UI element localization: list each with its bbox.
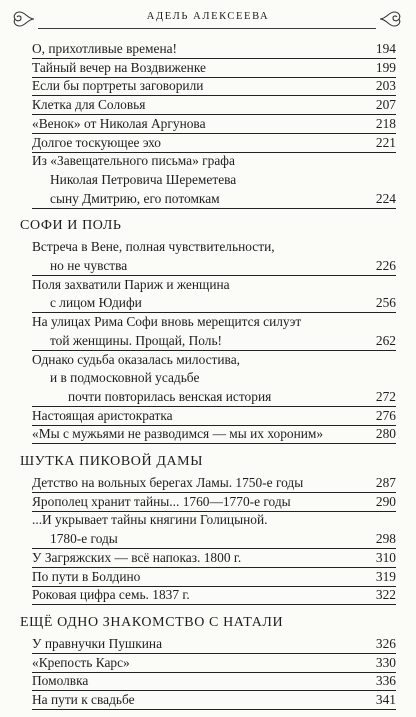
toc-entry-line <box>32 369 396 387</box>
toc-entry <box>32 635 396 654</box>
toc-entry-line <box>32 511 396 529</box>
toc-entry-page: 203 <box>375 78 396 94</box>
toc-entry <box>32 549 396 568</box>
toc-entry-page: 218 <box>375 115 396 131</box>
toc-entry-title: По пути в Болдино <box>32 568 141 584</box>
toc-entry-page: 272 <box>375 388 396 404</box>
toc-entry <box>32 568 396 587</box>
toc-entry-page: 322 <box>375 587 396 603</box>
toc-entry-title: почти повторилась венская история <box>68 388 272 404</box>
toc-entry-title: Тайный вечер на Воздвиженке <box>32 59 206 75</box>
toc-entry <box>32 388 396 407</box>
toc-entry-title: Поля захватили Париж и женщина <box>32 276 230 292</box>
toc-entry-page: 336 <box>375 673 396 689</box>
toc-entry <box>32 77 396 96</box>
toc-entry <box>32 654 396 673</box>
toc-entry-page: 341 <box>375 692 396 707</box>
toc-entry-page: 207 <box>375 97 396 113</box>
toc-entry-title: Встреча в Вене, полная чувствительности, <box>32 239 275 255</box>
toc-entry-title: О, прихотливые времена! <box>32 41 178 56</box>
toc-entry-title: «Венок» от Николая Аргунова <box>32 115 206 131</box>
toc-entry-page: 199 <box>375 59 396 75</box>
section-title: ШУТКА ПИКОВОЙ ДАМЫ <box>20 454 204 469</box>
toc-entry-page: 256 <box>375 295 396 311</box>
toc-entry-line <box>32 313 396 331</box>
toc-entry-title: Ярополец хранит тайны... 1760—1770-е годы <box>32 493 291 509</box>
toc-entry-title: Однако судьба оказалась милостива, <box>32 351 240 367</box>
toc-entry-page: 287 <box>375 475 396 490</box>
toc-entry-title: Роковая цифра семь. 1837 г. <box>32 587 190 603</box>
toc-entry <box>32 530 396 549</box>
toc-entry <box>32 407 396 426</box>
toc-entry <box>32 294 396 313</box>
toc-entry-title: Настоящая аристократка <box>32 407 173 423</box>
toc-entry-title: ...И укрывает тайны княгини Голицыной. <box>32 512 268 528</box>
toc-entry-line <box>32 171 396 189</box>
toc-entry-page: 330 <box>375 654 396 670</box>
toc-entry-title: но не чувства <box>50 258 128 273</box>
toc-entry-title: той женщины. Прощай, Поль! <box>50 332 223 348</box>
toc-entry-line <box>32 152 396 170</box>
toc-entry-title: На улицах Рима Софи вновь мерещится силуэт <box>32 314 302 330</box>
toc-entry-title: 1780-е годы <box>50 531 118 547</box>
toc-entry <box>32 425 396 444</box>
toc-entry <box>32 190 396 209</box>
toc-entry <box>32 115 396 134</box>
toc-entry <box>32 493 396 512</box>
toc-entry-page: 310 <box>375 549 396 565</box>
book-author: АДЕЛЬ АЛЕКСЕЕВА <box>146 11 270 22</box>
toc-entry-title: На пути к свадьбе <box>32 692 135 707</box>
toc-entry-title: Из «Завещательного письма» графа <box>32 153 235 169</box>
toc-entry-title: Детство на вольных берегах Ламы. 1750-е годы <box>32 475 304 490</box>
toc-entry-page: 326 <box>375 635 396 651</box>
toc-entry-line <box>32 276 396 294</box>
toc-entry-title: У Загряжских — всё напоказ. 1800 г. <box>32 549 242 565</box>
toc-entry-title: Если бы портреты заговорили <box>32 78 204 94</box>
toc-entry-page: 262 <box>375 332 396 348</box>
section-title: ЕЩЁ ОДНО ЗНАКОМСТВО С НАТАЛИ <box>20 614 284 630</box>
toc-entry <box>32 586 396 605</box>
toc-entry-title: Николая Петровича Шереметева <box>50 171 237 187</box>
toc-entry-title: У правнучки Пушкина <box>32 635 163 651</box>
toc-entry-title: Помолвка <box>32 673 89 689</box>
toc-entry-page: 290 <box>375 493 396 509</box>
toc-entry-page: 276 <box>375 407 396 423</box>
section-title: СОФИ И ПОЛЬ <box>20 218 122 234</box>
toc-entry-page: 319 <box>375 568 396 584</box>
toc-entry-title: сыну Дмитрию, его потомкам <box>50 190 220 206</box>
toc-entry-title: Долгое тоскующее эхо <box>32 134 161 150</box>
toc-entry <box>32 96 396 115</box>
toc-entry-title: «Мы с мужьями не разводимся — мы их хороним» <box>32 426 324 442</box>
toc-entry-page: 224 <box>375 190 396 206</box>
toc-entry-line <box>32 238 396 256</box>
toc-entry <box>32 40 396 59</box>
toc-entry <box>32 59 396 78</box>
toc-entry-page: 194 <box>375 41 396 56</box>
toc-entry <box>32 257 396 276</box>
toc-entry-line <box>32 351 396 369</box>
toc-entry-title: и в подмосковной усадьбе <box>50 370 200 386</box>
toc-entry <box>32 134 396 153</box>
toc-entry <box>32 474 396 493</box>
toc-entry-page: 280 <box>375 426 396 442</box>
toc-entry <box>32 691 396 710</box>
toc-entry-page: 226 <box>375 258 396 273</box>
toc-entry-title: «Крепость Карс» <box>32 654 130 670</box>
toc-entry-page: 298 <box>375 531 396 547</box>
toc-entry-page: 221 <box>375 134 396 150</box>
toc-entry <box>32 332 396 351</box>
toc-entry-title: с лицом Юдифи <box>50 295 142 311</box>
toc-entry <box>32 672 396 691</box>
toc-entry-title: Клетка для Соловья <box>32 97 146 113</box>
